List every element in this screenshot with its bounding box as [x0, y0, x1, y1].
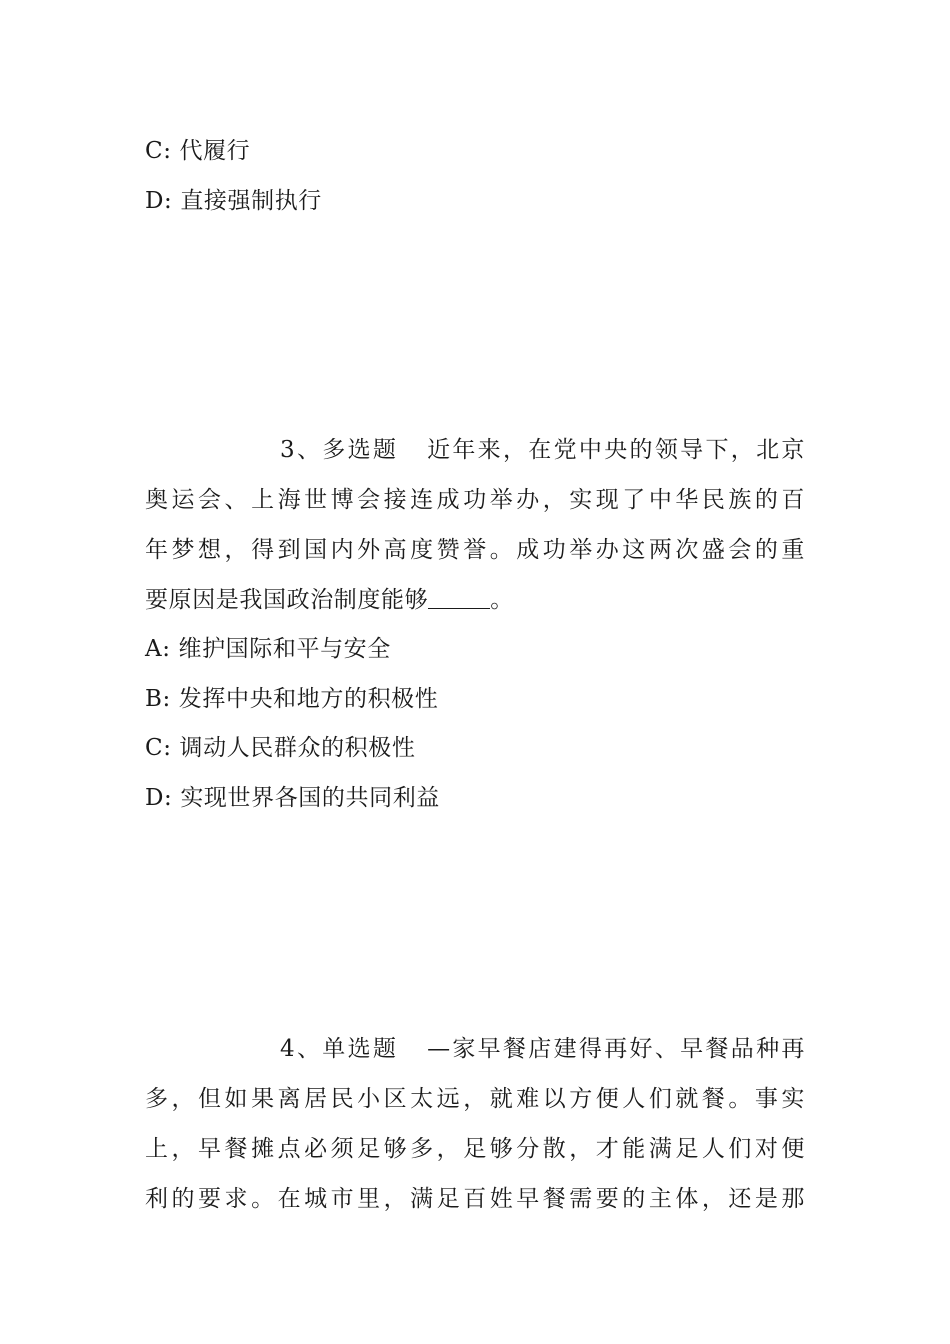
option-label: C: — [145, 735, 172, 761]
q3-option-a — [145, 634, 391, 664]
option-label: A: — [145, 636, 171, 662]
q3-option-d — [145, 783, 440, 813]
q3-stem-line-2: 奥运会、上海世博会接连成功举办，实现了中华民族的百 — [145, 487, 805, 513]
q3-stem-line-1 — [280, 435, 805, 465]
q3-stem-line-3: 年梦想，得到国内外高度赞誉。成功举办这两次盛会的重 — [145, 537, 805, 563]
option-c — [145, 136, 250, 166]
option-label: C: — [145, 138, 172, 164]
option-text: 实现世界各国的共同利益 — [180, 785, 440, 811]
q4-stem-line-2: 多，但如果离居民小区太远，就难以方便人们就餐。事实 — [145, 1086, 805, 1112]
option-d — [145, 186, 322, 216]
option-text: 代履行 — [179, 138, 251, 164]
q4-number: 4、单选题 — [280, 1036, 399, 1062]
option-text: 直接强制执行 — [180, 188, 322, 214]
option-text: 发挥中央和地方的积极性 — [178, 686, 439, 712]
q3-tail: 。 — [490, 587, 514, 613]
q4-stem-line-4: 利的要求。在城市里，满足百姓早餐需要的主体，还是那 — [145, 1186, 805, 1212]
option-label: B: — [145, 686, 171, 712]
option-text: 维护国际和平与安全 — [178, 636, 391, 662]
option-text: 调动人民群众的积极性 — [179, 735, 416, 761]
q3-stem-line-4 — [145, 585, 805, 615]
option-label: D: — [145, 188, 173, 214]
q4-line-1: —家早餐店建得再好、早餐品种再 — [427, 1036, 806, 1062]
option-label: D: — [145, 785, 173, 811]
q3-line-4: 要原因是我国政治制度能够 — [145, 587, 429, 613]
q3-number: 3、多选题 — [280, 437, 399, 463]
q3-line-1: 近年来，在党中央的领导下，北京 — [427, 437, 806, 463]
answer-blank — [428, 586, 490, 609]
q4-stem-line-3: 上，早餐摊点必须足够多，足够分散，才能满足人们对便 — [145, 1136, 805, 1162]
q3-option-b — [145, 684, 438, 714]
q4-stem-line-1 — [280, 1034, 805, 1064]
q3-option-c — [145, 733, 415, 763]
